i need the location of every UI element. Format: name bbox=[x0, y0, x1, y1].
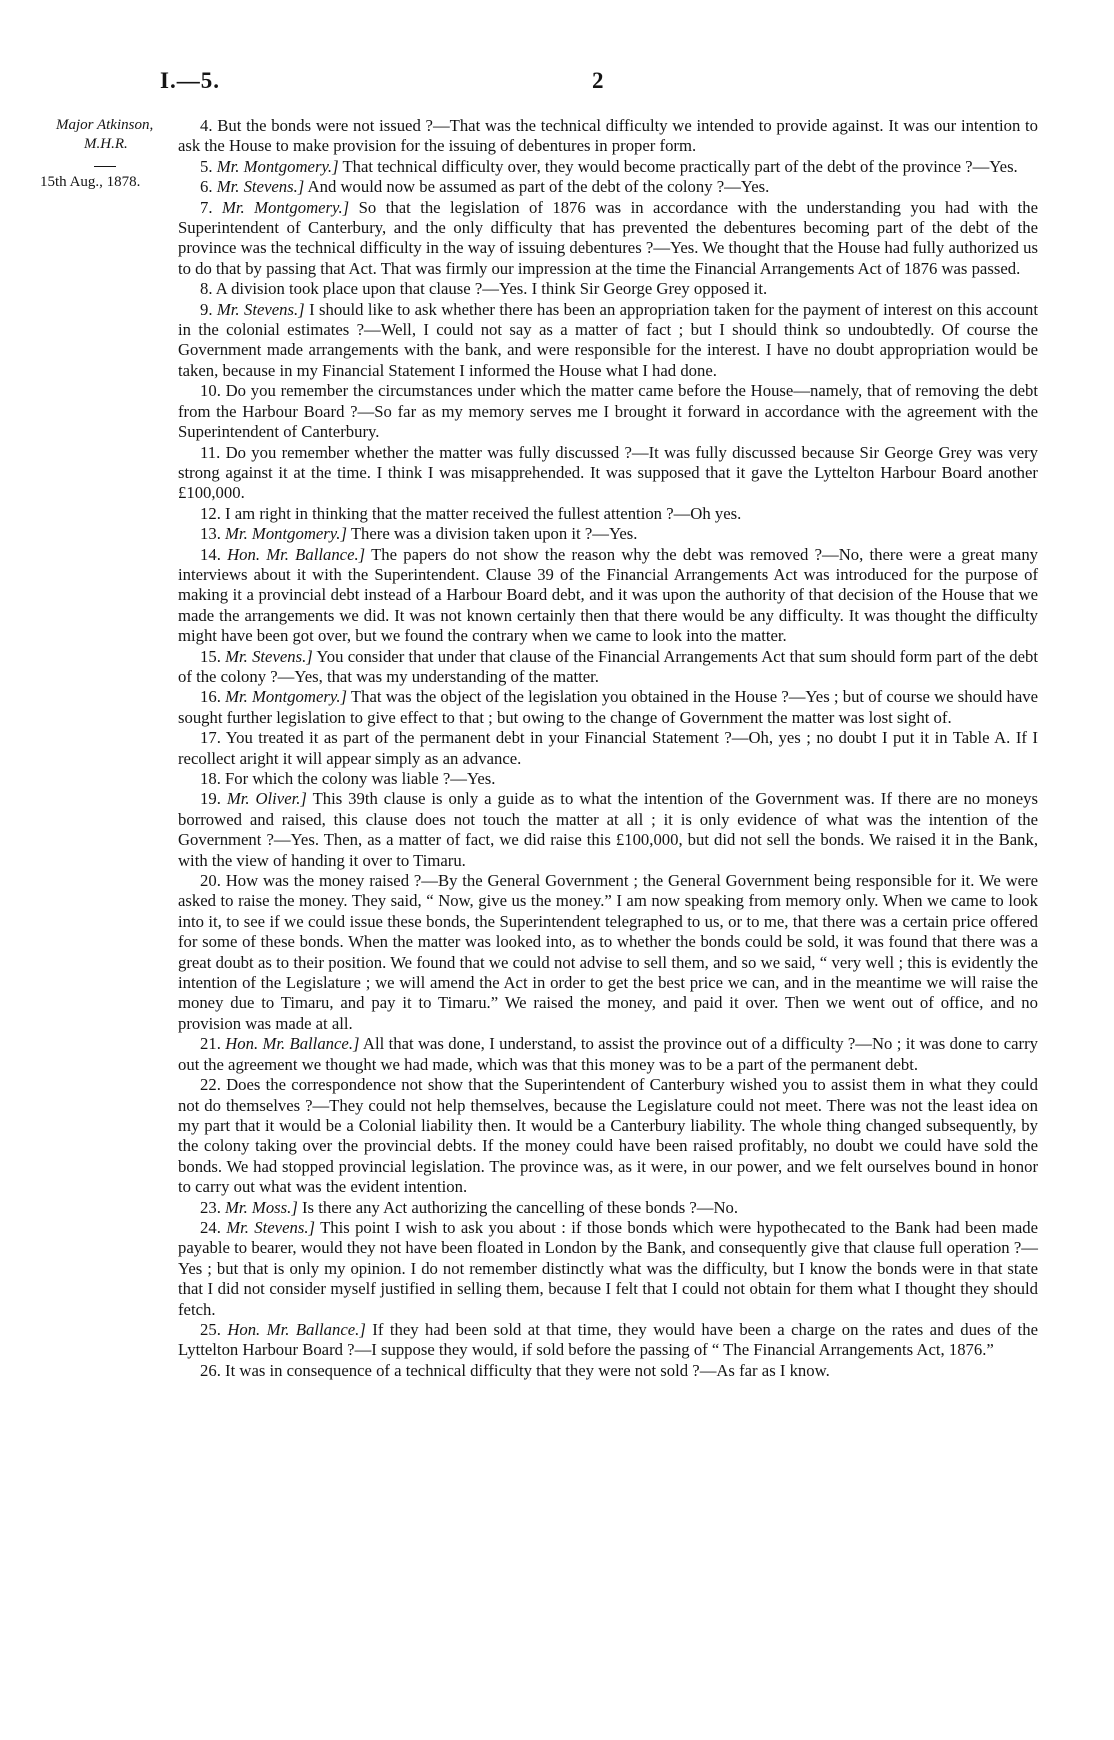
question-paragraph bbox=[178, 300, 1038, 382]
witness-name: Major Atkinson, bbox=[56, 117, 154, 133]
question-number: 14. bbox=[200, 544, 221, 564]
speaker: Mr. Stevens.] bbox=[216, 177, 305, 197]
question-number: 21. bbox=[200, 1034, 221, 1054]
speaker: Hon. Mr. Ballance.] bbox=[227, 1319, 366, 1339]
question-number: 25. bbox=[200, 1319, 221, 1339]
question-paragraph bbox=[178, 524, 1038, 544]
question-paragraph bbox=[178, 116, 1038, 157]
question-text: I should like to ask whether there has been an appropriation taken for the payment of interest on this account in the colonial estimates ?—Well, I could not say as a matter of fact ; but I should think so undoubtedly. Of course the Government made arrangements with the bank, and were responsible for the interest. I have no doubt appropriation would be taken, because in my Financial Statement I informed the House what I had done. bbox=[178, 299, 1039, 380]
question-text: It was in consequence of a technical difficulty that they were not sold ?—As far as I know. bbox=[225, 1360, 830, 1380]
question-text: If they had been sold at that time, they would have been a charge on the rates and dues of the Lyttelton Harbour Board ?—I suppose they would, if sold before the passing of “ The Financial Arrangements Act, 1876.” bbox=[178, 1319, 1038, 1360]
question-number: 20. bbox=[200, 871, 221, 891]
question-paragraph bbox=[178, 198, 1038, 280]
question-paragraph bbox=[178, 157, 1038, 177]
question-number: 10. bbox=[200, 381, 221, 401]
question-text: That was the object of the legislation you obtained in the House ?—Yes ; but of course we should have sought further legislation to give effect to that ; but owing to the change of Government the matter was lost sight of. bbox=[178, 687, 1038, 727]
question-number: 22. bbox=[200, 1075, 221, 1095]
question-text: The papers do not show the reason why the debt was removed ?—No, there were a great many interviews about it with the Superintendent. Clause 39 of the Financial Arrangements Act was introduced for the purpose of making it a provincial debt instead of a Harbour Board debt, and it was upon the authority of that decision of the House that we made the arrangements we did. It was not known certainly then that there would be any difficulty. It was thought the difficulty might have been got over, but we found the contrary when we came to look into the matter. bbox=[178, 544, 1039, 646]
question-paragraph bbox=[178, 871, 1038, 1034]
question-text: A division took place upon that clause ?—Yes. I think Sir George Grey opposed it. bbox=[215, 279, 768, 299]
page-reference: I.—5. bbox=[160, 68, 220, 93]
question-paragraph bbox=[178, 728, 1038, 769]
question-paragraph bbox=[178, 647, 1038, 688]
speaker: Mr. Montgomery.] bbox=[216, 156, 339, 176]
page-number: 2 bbox=[592, 68, 604, 93]
question-text: Is there any Act authorizing the cancelling of these bonds ?—No. bbox=[302, 1197, 739, 1217]
question-text: But the bonds were not issued ?—That was the technical difficulty we intended to provide against. It was our intention to ask the House to make provision for the issuing of debentures in proper form. bbox=[178, 116, 1039, 156]
speaker: Mr. Stevens.] bbox=[225, 646, 313, 666]
speaker: Mr. Oliver.] bbox=[226, 789, 307, 809]
question-paragraph bbox=[178, 1198, 1038, 1218]
question-text: So that the legislation of 1876 was in accordance with the understanding you had with the Superintendent of Canterbury, and the only difficulty that has prevented the debentures becoming part of the debt of the province was the technical difficulty in the way of issuing debentures ?—Yes. We thought that the House had fully authorized us to do that by passing that Act. That was firmly our impression at the time the Financial Arrangements Act of 1876 was passed. bbox=[178, 197, 1039, 278]
question-number: 18. bbox=[200, 769, 221, 788]
question-text: This 39th clause is only a guide as to what the intention of the Government was. If there are no moneys borrowed and raised, this clause does not touch the matter at all ; it is only evidence of what was the intention of the Government ?—Yes. Then, as a matter of fact, we did raise this £100,000, but did not sell the bonds. We raised it in the Bank, with the view of handing it over to Timaru. bbox=[178, 789, 1038, 870]
question-paragraph bbox=[178, 1075, 1038, 1197]
question-paragraph bbox=[178, 443, 1038, 504]
question-number: 8. bbox=[200, 279, 213, 299]
question-number: 5. bbox=[200, 156, 213, 176]
question-text: You treated it as part of the permanent debt in your Financial Statement ?—Oh, yes ; no doubt I put it in Table A. If I recollect aright it will appear simply as an advance. bbox=[178, 728, 1038, 768]
speaker: Mr. Moss.] bbox=[225, 1197, 298, 1217]
question-paragraph bbox=[178, 381, 1038, 442]
question-text: For which the colony was liable ?—Yes. bbox=[225, 769, 496, 788]
question-text: This point I wish to ask you about : if those bonds which were hypothecated to the Bank had been made payable to bearer, would they not have been floated in London by the Bank, and consequently give that clause full operation ?—Yes ; but that is only my opinion. I do not remember distinctly what was the difficulty, but I know the bonds were in that state that I did not consider myself justified in selling them, because I felt that I could not obtain for them what I thought they should fetch. bbox=[178, 1217, 1039, 1319]
speaker: Mr. Stevens.] bbox=[226, 1217, 315, 1237]
speaker: Mr. Stevens.] bbox=[216, 299, 305, 319]
question-paragraph bbox=[178, 504, 1038, 524]
question-paragraph bbox=[178, 789, 1038, 871]
question-paragraph bbox=[178, 279, 1038, 299]
question-text: There was a division taken upon it ?—Yes. bbox=[350, 524, 638, 544]
evidence-text bbox=[178, 116, 1038, 1381]
question-text: That technical difficulty over, they would become practically part of the debt of the province ?—Yes. bbox=[342, 156, 1018, 176]
witness-role: M.H.R. bbox=[84, 136, 128, 152]
question-paragraph bbox=[178, 769, 1038, 789]
question-text: All that was done, I understand, to assist the province out of a difficulty ?—No ; it was done to carry out the agreement we thought we had made, which was that this money was to be a part of the permanent debt. bbox=[178, 1034, 1038, 1074]
speaker: Mr. Montgomery.] bbox=[225, 687, 347, 707]
question-text: Do you remember the circumstances under which the matter came before the House—namely, that of removing the debt from the Harbour Board ?—So far as my memory serves me I brought it forward in accordance with the agreement with the Superintendent of Canterbury. bbox=[178, 381, 1038, 442]
margin-divider bbox=[94, 166, 116, 167]
question-number: 4. bbox=[200, 116, 213, 135]
question-paragraph bbox=[178, 1218, 1038, 1320]
question-text: I am right in thinking that the matter received the fullest attention ?—Oh yes. bbox=[225, 503, 742, 523]
question-text: Do you remember whether the matter was fully discussed ?—It was fully discussed because Sir George Grey was very strong against it at the time. I think I was misapprehended. It was supposed that it gave the Lyttelton Harbour Board another £100,000. bbox=[178, 442, 1039, 503]
question-paragraph bbox=[178, 1034, 1038, 1075]
question-number: 16. bbox=[200, 687, 221, 707]
speaker: Hon. Mr. Ballance.] bbox=[225, 1034, 360, 1054]
question-number: 26. bbox=[200, 1360, 221, 1380]
question-number: 24. bbox=[200, 1217, 221, 1237]
speaker: Mr. Montgomery.] bbox=[225, 524, 347, 544]
margin-note bbox=[36, 116, 186, 192]
question-number: 9. bbox=[200, 299, 213, 319]
speaker: Hon. Mr. Ballance.] bbox=[227, 544, 366, 564]
question-number: 19. bbox=[200, 789, 221, 809]
speaker: Mr. Montgomery.] bbox=[221, 197, 350, 217]
question-paragraph bbox=[178, 1320, 1038, 1361]
question-number: 15. bbox=[200, 646, 221, 666]
question-text: You consider that under that clause of the Financial Arrangements Act that sum should form part of the debt of the colony ?—Yes, that was my understanding of the matter. bbox=[178, 646, 1039, 686]
question-text: And would now be assumed as part of the debt of the colony ?—Yes. bbox=[307, 177, 770, 197]
question-text: How was the money raised ?—By the General Government ; the General Government being responsible for it. We were asked to raise the money. They said, “ Now, give us the money.” I am now speaking from memory only. When we came to look into it, to see if we could issue these bonds, the Superintendent telegraphed to us, or to me, that there was a certain price offered for some of these bonds. When the matter was looked into, as to whether the bonds could be sold, it was found that there was a great doubt as to their position. We found that we could not advise to sell them, and so we said, “ very well ; this is evidently the intention of the Legislature ; we will amend the Act in order to get the best price we can, and in the meantime we will raise the money due to Timaru, and pay it to Timaru.” We raised the money, and paid it over. Then we went out of office, and no provision was made at all. bbox=[178, 871, 1038, 1033]
question-number: 12. bbox=[200, 503, 221, 523]
question-number: 13. bbox=[200, 524, 221, 544]
question-text: Does the correspondence not show that the Superintendent of Canterbury wished you to assist them in what they could not do themselves ?—They could not help themselves, because the Legislature could not meet. There was not the least idea on my part that it would be a Colonial liability then. It would be a Canterbury liability. The whole thing changed subsequently, by the colony taking over the provincial debts. If the money could have been raised profitably, no doubt we could have sold the bonds. We had stopped provincial legislation. The province was, as it were, in our power, and we felt ourselves bound in honor to carry out what was the evident intention. bbox=[178, 1075, 1038, 1197]
question-number: 7. bbox=[200, 197, 213, 217]
question-number: 6. bbox=[200, 177, 213, 197]
question-paragraph bbox=[178, 545, 1038, 647]
question-paragraph bbox=[178, 687, 1038, 728]
question-paragraph bbox=[178, 177, 1038, 197]
question-number: 23. bbox=[200, 1197, 221, 1217]
question-number: 17. bbox=[200, 728, 221, 748]
hearing-date: 15th Aug., 1878. bbox=[40, 174, 141, 190]
question-number: 11. bbox=[200, 442, 221, 462]
question-paragraph bbox=[178, 1361, 1038, 1381]
